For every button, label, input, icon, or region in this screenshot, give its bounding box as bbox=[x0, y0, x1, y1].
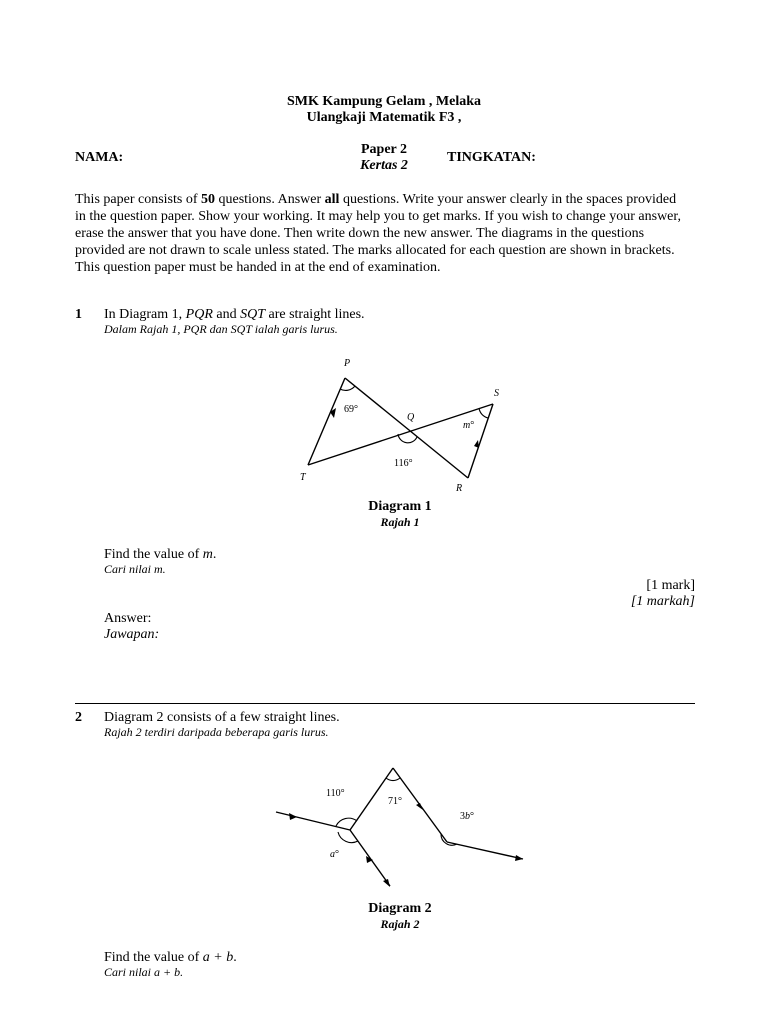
diagram-2 bbox=[270, 760, 535, 890]
school-name: SMK Kampung Gelam , Melaka bbox=[286, 94, 482, 109]
line-down-ray bbox=[350, 830, 390, 886]
paper-label: Paper 2 bbox=[360, 142, 407, 157]
nama-label: NAMA: bbox=[75, 150, 124, 165]
q1-answer-label: Answer: bbox=[104, 611, 152, 626]
arrow-down-end bbox=[383, 879, 390, 887]
q1-text: In Diagram 1, PQR and SQT are straight lines. bbox=[104, 307, 365, 322]
arc-angle-p bbox=[340, 386, 355, 390]
line-sr bbox=[468, 404, 493, 478]
section-divider bbox=[75, 703, 695, 704]
q2-text: Diagram 2 consists of a few straight lines. bbox=[104, 710, 340, 725]
line-sqt bbox=[308, 404, 493, 465]
instructions-line-5: This question paper must be handed in at the end of examination. bbox=[75, 260, 441, 275]
diagram-1-caption: Diagram 1 Rajah 1 bbox=[368, 499, 432, 529]
q1-text-malay: Dalam Rajah 1, PQR dan SQT ialah garis lurus. bbox=[104, 322, 338, 336]
angle-s-value: m° bbox=[463, 420, 475, 431]
q2-find-malay: Cari nilai a + b. bbox=[104, 965, 184, 979]
arrow-sr bbox=[474, 440, 479, 448]
angle-p-value: 69° bbox=[344, 404, 358, 415]
exam-title: Ulangkaji Matematik F3 , bbox=[306, 110, 462, 125]
label-p: P bbox=[344, 358, 351, 369]
line-tp bbox=[308, 378, 345, 465]
line-right-ray bbox=[447, 842, 523, 859]
instructions-line-3: erase the answer that you have done. Then write down the new answer. The diagrams in the questions bbox=[75, 226, 645, 241]
q1-find: Find the value of m. bbox=[104, 547, 217, 562]
q1-mark: [1 mark] bbox=[646, 578, 695, 593]
q1-answer-label-malay: Jawapan: bbox=[104, 627, 160, 642]
angle-71-value: 71° bbox=[388, 796, 402, 807]
label-q: Q bbox=[407, 412, 415, 423]
paper-label-malay: Kertas 2 bbox=[360, 158, 408, 173]
q1-number: 1 bbox=[75, 307, 82, 322]
q2-find: Find the value of a + b. bbox=[104, 950, 237, 965]
instructions-line-1: This paper consists of 50 questions. Answer all questions. Write your answer clearly in the spaces provided bbox=[75, 192, 677, 207]
angle-110-value: 110° bbox=[326, 788, 345, 799]
arrow-left-ray bbox=[289, 813, 297, 820]
arc-angle-q bbox=[398, 434, 417, 443]
line-left-ray bbox=[276, 812, 350, 830]
instructions bbox=[75, 191, 715, 276]
angle-3b-value: 3b° bbox=[460, 811, 474, 822]
q1-find-malay: Cari nilai m. bbox=[104, 562, 166, 576]
label-r: R bbox=[456, 483, 463, 494]
label-s: S bbox=[494, 388, 499, 399]
tingkatan-label: TINGKATAN: bbox=[447, 150, 536, 165]
arc-angle-71 bbox=[386, 778, 400, 781]
diagram-2-caption: Diagram 2 Rajah 2 bbox=[368, 901, 432, 931]
instructions-line-4: provided are not drawn to scale unless stated. The marks allocated for each question are shown in brackets. bbox=[75, 243, 675, 258]
instructions-line-2: in the question paper. Show your working. It may help you to get marks. If you wish to change your answer, bbox=[75, 209, 681, 224]
q1-mark-malay: [1 markah] bbox=[630, 594, 695, 609]
q2-number: 2 bbox=[75, 710, 82, 725]
arrow-right-ray bbox=[515, 855, 523, 861]
angle-a-value: a° bbox=[330, 849, 339, 860]
angle-q-value: 116° bbox=[394, 458, 413, 469]
arc-angle-s bbox=[479, 408, 488, 418]
q2-text-malay: Rajah 2 terdiri daripada beberapa garis lurus. bbox=[104, 725, 329, 739]
label-t: T bbox=[300, 472, 306, 483]
diagram-1 bbox=[280, 350, 520, 500]
